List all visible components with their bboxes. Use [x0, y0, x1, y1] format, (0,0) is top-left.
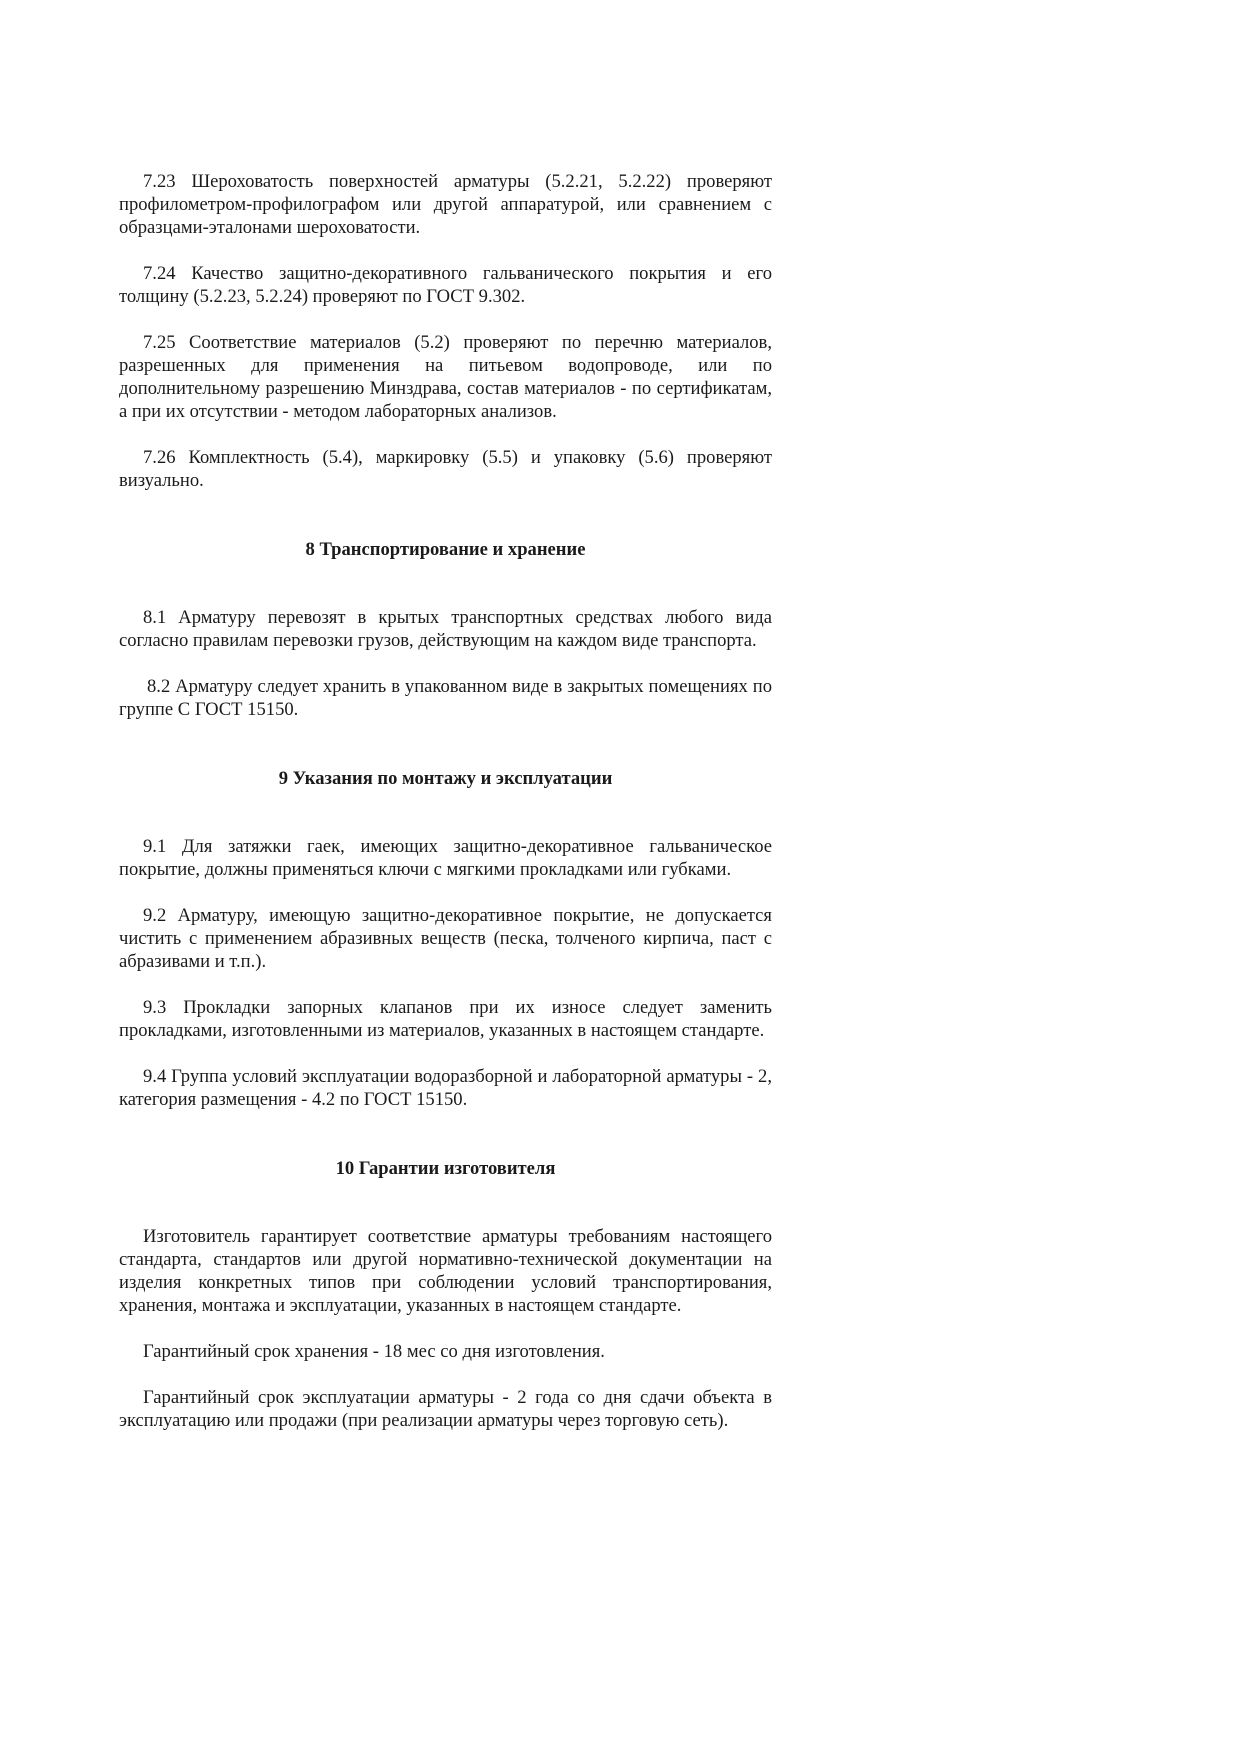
paragraph-7-24: 7.24 Качество защитно-декоративного гальванического покрытия и его толщину (5.2.23, 5.2.24) проверяют по ГОСТ 9.302.	[119, 263, 772, 307]
paragraph-9-3: 9.3 Прокладки запорных клапанов при их износе следует заменить прокладками, изготовленными из материалов, указанных в настоящем стандарте.	[119, 997, 772, 1041]
document-body	[119, 170, 772, 1455]
spacer	[119, 515, 772, 538]
section-9-heading: 9 Указания по монтажу и эксплуатации	[278, 768, 613, 789]
paragraph-8-1: 8.1 Арматуру перевозят в крытых транспортных средствах любого вида согласно правилам перевозки грузов, действующим на каждом виде транспорта.	[119, 607, 772, 651]
paragraph-7-23: 7.23 Шероховатость поверхностей арматуры (5.2.21, 5.2.22) проверяют профилометром-профилографом или другой аппаратурой, или сравнением с образцами-эталонами шероховатости.	[119, 171, 772, 238]
paragraph-7-25: 7.25 Соответствие материалов (5.2) проверяют по перечню материалов, разрешенных для применения на питьевом водопроводе, или по дополнительному разрешению Минздрава, состав материалов - по сертификатам, а при их отсутствии - методом лабораторных анализов.	[119, 332, 772, 422]
paragraph-8-2: 8.2 Арматуру следует хранить в упакованном виде в закрытых помещениях по группе С ГОСТ 15150.	[119, 676, 772, 720]
section-10-heading: 10 Гарантии изготовителя	[335, 1158, 556, 1179]
paragraph-7-26: 7.26 Комплектность (5.4), маркировку (5.5) и упаковку (5.6) проверяют визуально.	[119, 447, 772, 491]
spacer	[119, 561, 772, 606]
paragraph-10-guarantee: Изготовитель гарантирует соответствие арматуры требованиям настоящего стандарта, стандартов или другой нормативно-технической документации на изделия конкретных типов при соблюдении условий транспортирования, хранения, монтажа и эксплуатации, указанных в настоящем стандарте.	[119, 1226, 772, 1316]
paragraph-9-4: 9.4 Группа условий эксплуатации водоразборной и лабораторной арматуры - 2, категория размещения - 4.2 по ГОСТ 15150.	[119, 1066, 772, 1110]
paragraph-10-operation-term: Гарантийный срок эксплуатации арматуры - 2 года со дня сдачи объекта в эксплуатацию или продажи (при реализации арматуры через торговую сеть).	[119, 1387, 772, 1431]
spacer	[119, 1180, 772, 1225]
spacer	[119, 790, 772, 835]
paragraph-10-storage-term: Гарантийный срок хранения - 18 мес со дня изготовления.	[143, 1341, 605, 1362]
paragraph-9-2: 9.2 Арматуру, имеющую защитно-декоративное покрытие, не допускается чистить с применением абразивных веществ (песка, толченого кирпича, паст с абразивами и т.п.).	[119, 905, 772, 972]
spacer	[119, 1134, 772, 1157]
spacer	[119, 744, 772, 767]
paragraph-9-1: 9.1 Для затяжки гаек, имеющих защитно-декоративное гальваническое покрытие, должны применяться ключи с мягкими прокладками или губками.	[119, 836, 772, 880]
section-8-heading: 8 Транспортирование и хранение	[305, 539, 586, 560]
